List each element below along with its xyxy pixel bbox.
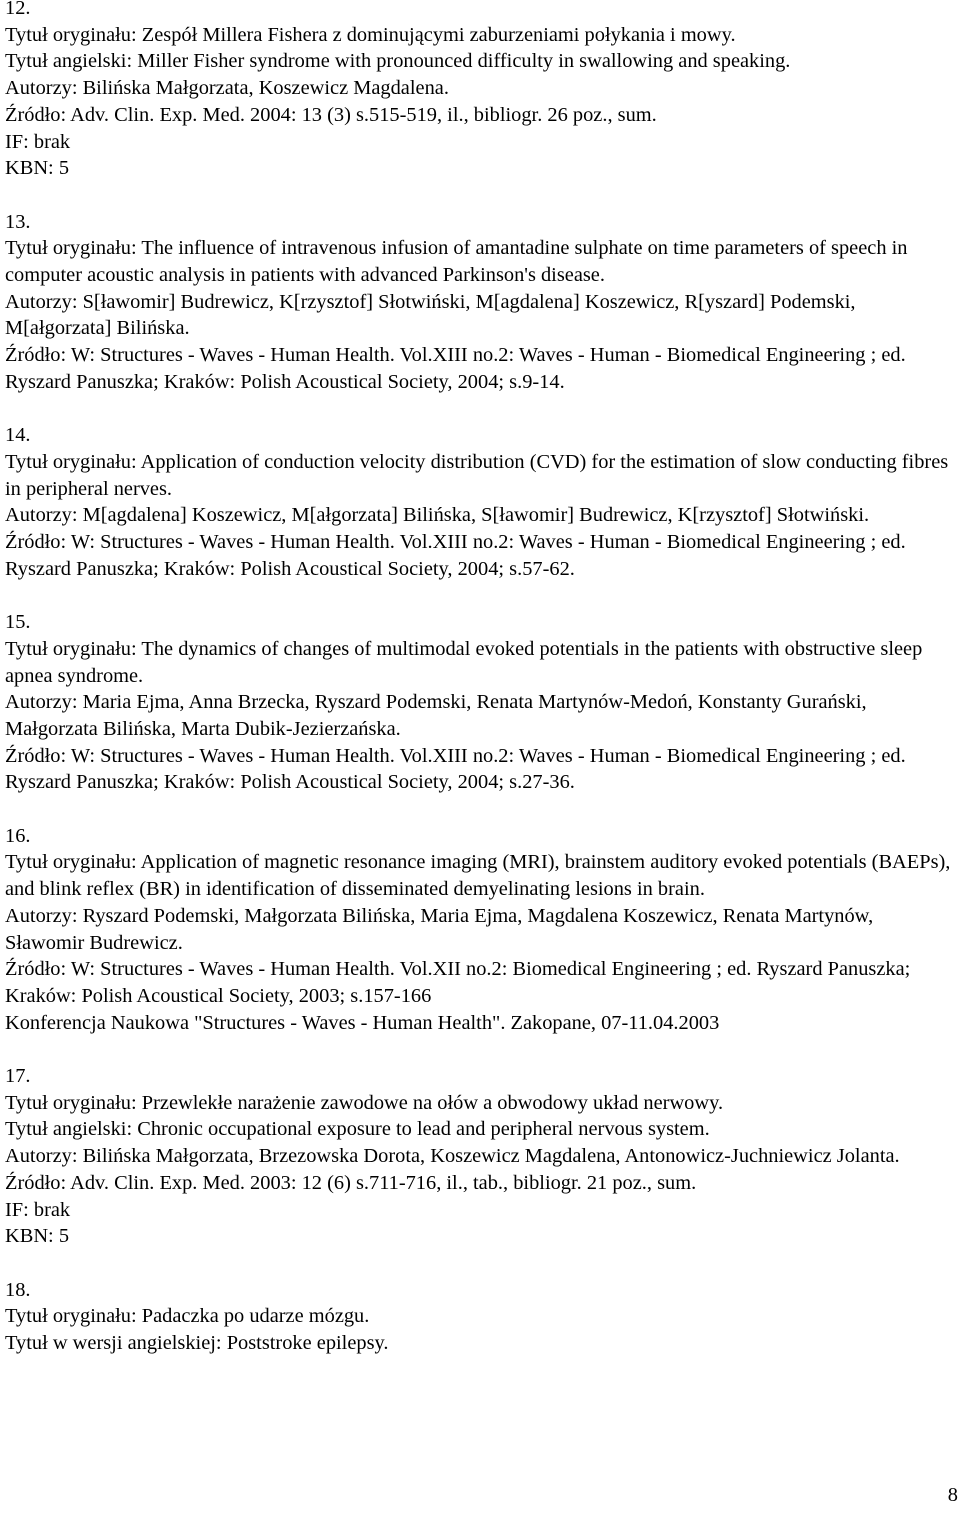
authors: Autorzy: Maria Ejma, Anna Brzecka, Ryszard Podemski, Renata Martynów-Medoń, Konstanty Gurański, Małgorzata Bilińska, Marta Dubik-Jezierzańska. bbox=[5, 691, 867, 740]
authors: Autorzy: Ryszard Podemski, Małgorzata Bilińska, Maria Ejma, Magdalena Koszewicz, Renata Martynów, Sławomir Budrewicz. bbox=[5, 904, 874, 954]
entry-number: 18. bbox=[5, 1278, 31, 1301]
source: Źródło: Adv. Clin. Exp. Med. 2003: 12 (6) s.711-716, il., tab., bibliogr. 21 poz., sum. bbox=[5, 1171, 697, 1194]
entry-number: 16. bbox=[5, 824, 31, 847]
original-title: Tytuł oryginału: Application of conduction velocity distribution (CVD) for the estimation of slow conducting fibres in peripheral nerves. bbox=[5, 450, 949, 500]
authors: Autorzy: M[agdalena] Koszewicz, M[ałgorzata] Bilińska, S[ławomir] Budrewicz, K[rzysztof] Słotwiński. bbox=[5, 504, 870, 527]
authors: Autorzy: Bilińska Małgorzata, Koszewicz Magdalena. bbox=[5, 77, 449, 100]
authors: Autorzy: S[ławomir] Budrewicz, K[rzysztof] Słotwiński, M[agdalena] Koszewicz, R[yszard] Podemski, M[ałgorzata] Bilińska. bbox=[5, 290, 856, 340]
kbn-score: KBN: 5 bbox=[5, 157, 70, 180]
entry-number: 14. bbox=[5, 424, 31, 447]
authors: Autorzy: Bilińska Małgorzata, Brzezowska Dorota, Koszewicz Magdalena, Antonowicz-Juchniewicz Jolanta. bbox=[5, 1145, 900, 1168]
entry-17 bbox=[5, 1063, 955, 1250]
source: Źródło: W: Structures - Waves - Human Health. Vol.XIII no.2: Waves - Human - Biomedical Engineering ; ed. Ryszard Panuszka; Kraków: Polish Acoustical Society, 2004; s.9-14. bbox=[5, 344, 906, 393]
entry-14 bbox=[5, 422, 955, 582]
bibliography-list bbox=[5, 0, 955, 1383]
entry-number: 13. bbox=[5, 210, 31, 233]
entry-13 bbox=[5, 209, 955, 396]
entry-18 bbox=[5, 1277, 955, 1357]
original-title: Tytuł oryginału: Padaczka po udarze mózgu. bbox=[5, 1305, 370, 1328]
entry-number: 12. bbox=[5, 0, 31, 19]
entry-number: 15. bbox=[5, 611, 31, 634]
english-title: Tytuł angielski: Chronic occupational exposure to lead and peripheral nervous system. bbox=[5, 1118, 710, 1141]
impact-factor: IF: brak bbox=[5, 1198, 71, 1221]
original-title: Tytuł oryginału: Application of magnetic resonance imaging (MRI), brainstem auditory evoked potentials (BAEPs), and blink reflex (BR) in identification of disseminated demyelinating lesions in brain. bbox=[5, 851, 951, 901]
entry-15 bbox=[5, 609, 955, 796]
conference: Konferencja Naukowa "Structures - Waves - Human Health". Zakopane, 07-11.04.2003 bbox=[5, 1011, 720, 1034]
original-title: Tytuł oryginału: The dynamics of changes of multimodal evoked potentials in the patients with obstructive sleep apnea syndrome. bbox=[5, 637, 923, 687]
impact-factor: IF: brak bbox=[5, 130, 71, 153]
original-title: Tytuł oryginału: Przewlekłe narażenie zawodowe na ołów a obwodowy układ nerwowy. bbox=[5, 1091, 724, 1114]
source: Źródło: W: Structures - Waves - Human Health. Vol.XIII no.2: Waves - Human - Biomedical Engineering ; ed. Ryszard Panuszka; Kraków: Polish Acoustical Society, 2004; s.27-36. bbox=[5, 744, 906, 794]
entry-12 bbox=[5, 0, 955, 182]
english-title: Tytuł angielski: Miller Fisher syndrome with pronounced difficulty in swallowing and speaking. bbox=[5, 50, 791, 73]
entry-number: 17. bbox=[5, 1065, 31, 1088]
english-title: Tytuł w wersji angielskiej: Poststroke epilepsy. bbox=[5, 1332, 389, 1355]
kbn-score: KBN: 5 bbox=[5, 1225, 70, 1248]
original-title: Tytuł oryginału: The influence of intravenous infusion of amantadine sulphate on time parameters of speech in computer acoustic analysis in patients with advanced Parkinson's disease. bbox=[5, 237, 908, 287]
source: Źródło: W: Structures - Waves - Human Health. Vol.XIII no.2: Waves - Human - Biomedical Engineering ; ed. Ryszard Panuszka; Kraków: Polish Acoustical Society, 2004; s.57-62. bbox=[5, 531, 906, 580]
source: Źródło: W: Structures - Waves - Human Health. Vol.XII no.2: Biomedical Engineering ; ed. Ryszard Panuszka; Kraków: Polish Acoustical Society, 2003; s.157-166 bbox=[5, 958, 911, 1007]
original-title: Tytuł oryginału: Zespół Millera Fishera z dominującymi zaburzeniami połykania i mowy. bbox=[5, 23, 736, 46]
page-number: 8 bbox=[947, 1484, 958, 1506]
entry-16 bbox=[5, 823, 955, 1037]
source: Źródło: Adv. Clin. Exp. Med. 2004: 13 (3) s.515-519, il., bibliogr. 26 poz., sum. bbox=[5, 103, 657, 126]
